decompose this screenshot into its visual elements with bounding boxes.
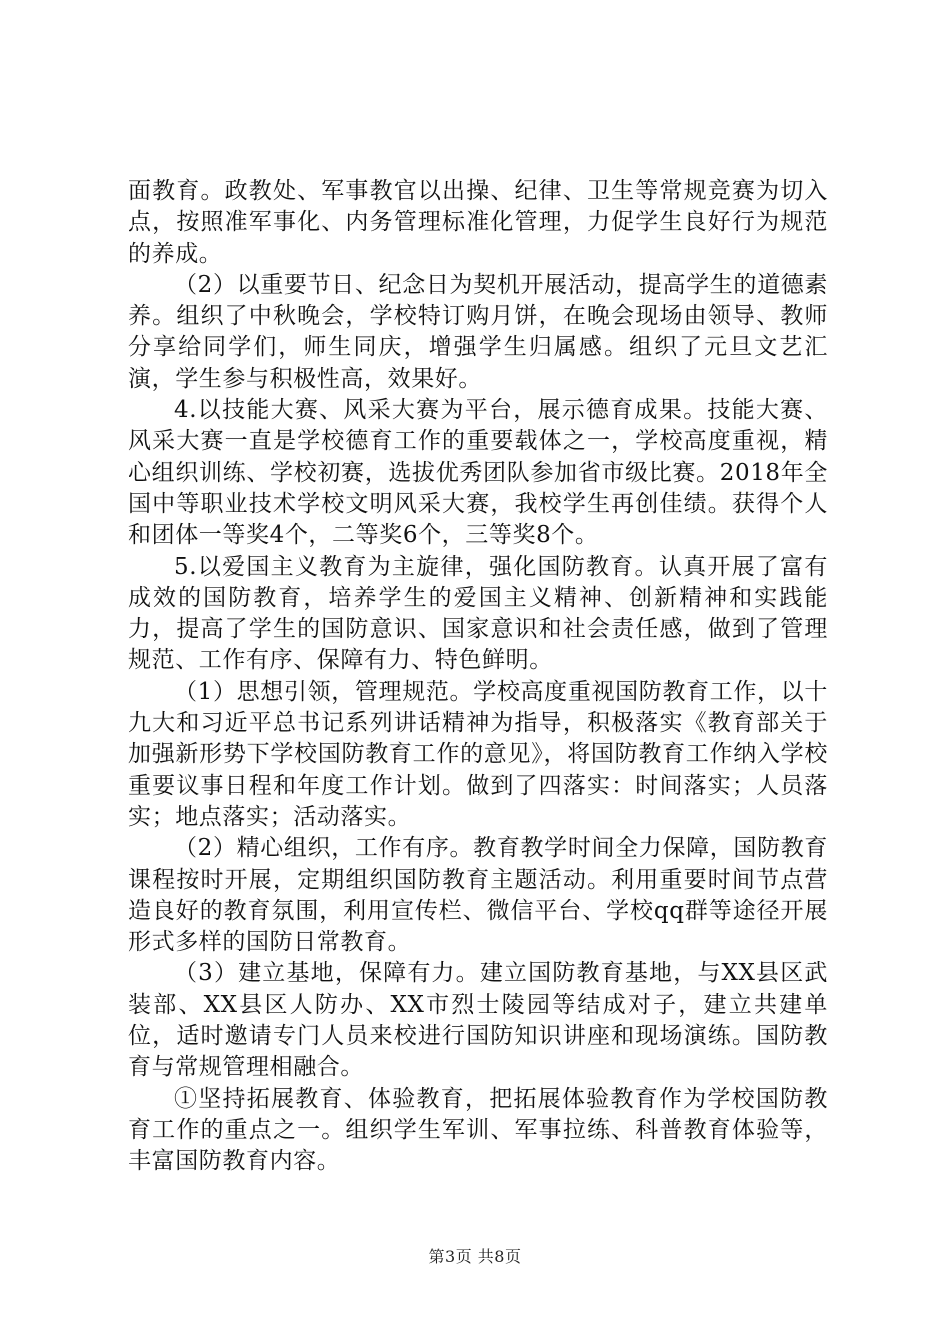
- paragraph-continuation: 面教育。政教处、军事教官以出操、纪律、卫生等常规竞赛为切入点，按照准军事化、内务管理标准化管理，力促学生良好行为规范的养成。: [128, 178, 828, 267]
- paragraph-experience-education: ①坚持拓展教育、体验教育，把拓展体验教育作为学校国防教育工作的重点之一。组织学生军训、军事拉练、科普教育体验等，丰富国防教育内容。: [128, 1085, 828, 1175]
- paragraph-skills-competition: 4.以技能大赛、风采大赛为平台，展示德育成果。技能大赛、风采大赛一直是学校德育工作的重要载体之一，学校高度重视，精心组织训练、学校初赛，选拔优秀团队参加省市级比赛。2018年全国中等职业技术学校文明风采大赛，我校学生再创佳绩。获得个人和团体一等奖4个，二等奖6个，三等奖8个。: [128, 397, 828, 549]
- paragraph-base-establishment: （3）建立基地，保障有力。建立国防教育基地，与XX县区武装部、XX县区人防办、XX市烈士陵园等结成对子，建立共建单位，适时邀请专门人员来校进行国防知识讲座和现场演练。国防教育与常规管理相融合。: [128, 960, 828, 1081]
- document-body: [128, 176, 828, 1178]
- page-number: 第3页 共8页: [428, 1247, 522, 1266]
- paragraph-festival-activities: （2）以重要节日、纪念日为契机开展活动，提高学生的道德素养。组织了中秋晚会，学校特订购月饼，在晚会现场由领导、教师分享给同学们，师生同庆，增强学生归属感。组织了元旦文艺汇演，学生参与积极性高，效果好。: [128, 271, 828, 392]
- paragraph-ideological-guidance: （1）思想引领，管理规范。学校高度重视国防教育工作，以十九大和习近平总书记系列讲话精神为指导，积极落实《教育部关于加强新形势下学校国防教育工作的意见》，将国防教育工作纳入学校重要议事日程和年度工作计划。做到了四落实：时间落实；人员落实；地点落实；活动落实。: [128, 678, 828, 830]
- paragraph-national-defense: 5.以爱国主义教育为主旋律，强化国防教育。认真开展了富有成效的国防教育，培养学生的爱国主义精神、创新精神和实践能力，提高了学生的国防意识、国家意识和社会责任感，做到了管理规范、工作有序、保障有力、特色鲜明。: [128, 553, 828, 674]
- paragraph-careful-organization: （2）精心组织，工作有序。教育教学时间全力保障，国防教育课程按时开展，定期组织国防教育主题活动。利用重要时间节点营造良好的教育氛围，利用宣传栏、微信平台、学校qq群等途径开展形式多样的国防日常教育。: [128, 835, 828, 956]
